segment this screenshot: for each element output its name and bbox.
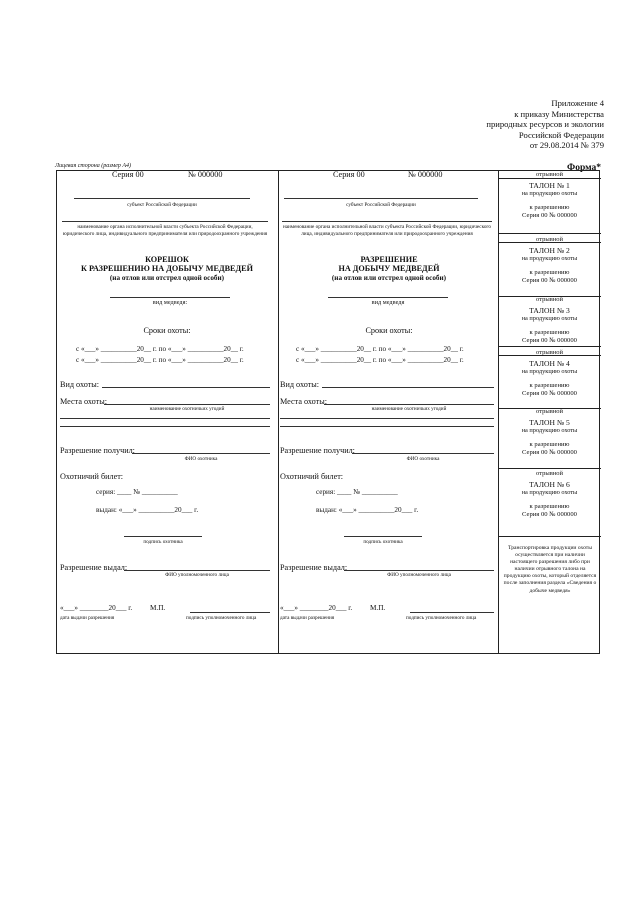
permit-series: Серия 00 <box>333 170 365 179</box>
permit-received-field[interactable] <box>132 453 270 454</box>
talon-title: ТАЛОН № 5 <box>529 418 570 427</box>
transport-note: Транспортировка продукции охоты осуществляется при наличии настоящего разрешения либо при наличии отрывного талона на продукцию охоты, который отделяется после заполнения раздела «Сведения о добыче медведя» <box>503 545 597 594</box>
official-signature-line[interactable] <box>190 612 270 613</box>
header-line: Приложение 4 <box>551 98 604 108</box>
stub-number: № 000000 <box>188 170 223 179</box>
hunt-places-field[interactable] <box>280 426 494 427</box>
hunt-places-field[interactable] <box>60 426 270 427</box>
permit-ticket-issued[interactable]: выдан: «___» __________20___ г. <box>316 506 419 514</box>
hunt-places-field[interactable] <box>324 404 494 405</box>
stub-ticket-series[interactable]: серия: ____ № __________ <box>96 488 178 496</box>
face-side-label: Лицевая сторона (размер А4) <box>55 163 132 169</box>
talon-divider <box>498 233 601 234</box>
talon-3[interactable] <box>499 296 600 345</box>
header-line: к приказу Министерства <box>514 108 604 119</box>
talon-serial: Серия 00 № 000000 <box>522 337 577 344</box>
stub-title: КОРЕШОК <box>145 255 189 264</box>
permit-title: НА ДОБЫЧУ МЕДВЕДЕЙ <box>338 264 440 273</box>
permit-hunter-signature-caption: подпись охотника <box>363 539 403 545</box>
talon-cut-label: отрывной <box>536 236 563 243</box>
stub-authority-caption: наименование органа исполнительной власти субъекта Российской Федерации, юридического лица, индивидуального предпринимателя или природоохранного учреждения <box>62 224 268 237</box>
talon-cut-label: отрывной <box>536 470 563 477</box>
permit-species-caption: вид медведя <box>371 299 405 306</box>
stub-permit-received-label: Разрешение получил: <box>60 446 135 455</box>
official-signature-line[interactable] <box>410 612 494 613</box>
hunter-signature-line[interactable] <box>344 536 422 537</box>
permit-date-row[interactable]: с «___» __________20__ г. по «___» __________20__ г. <box>296 345 464 353</box>
stub-hunter-signature-caption: подпись охотника <box>143 539 183 545</box>
talon-cut-label: отрывной <box>536 408 563 415</box>
subject-line <box>74 198 250 199</box>
stub-hunt-type-label: Вид охоты: <box>60 380 100 389</box>
talon-serial: Серия 00 № 000000 <box>522 277 577 284</box>
talon-divider <box>498 536 601 537</box>
talon-title: ТАЛОН № 4 <box>529 359 570 368</box>
permit-official-fio-caption: ФИО уполномоченного лица <box>387 572 451 578</box>
talon-4[interactable] <box>499 349 600 398</box>
stub-mp: М.П. <box>150 604 166 612</box>
stub-periods-label: Сроки охоты: <box>143 326 191 335</box>
stub-permit-issued-label: Разрешение выдал: <box>60 563 128 572</box>
permit-received-label: Разрешение получил: <box>280 446 355 455</box>
subject-line <box>284 198 478 199</box>
permit-issued-label: Разрешение выдал: <box>280 563 348 572</box>
column-divider <box>278 171 279 653</box>
stub-issue-date-caption: дата выдачи разрешения <box>60 615 115 621</box>
talon-2[interactable] <box>499 236 600 285</box>
permit-number: № 000000 <box>408 170 443 179</box>
permit-hunting-ticket-label: Охотничий билет: <box>280 472 344 481</box>
talon-serial: Серия 00 № 000000 <box>522 449 577 456</box>
stub-date-row[interactable]: с «___» __________20__ г. по «___» __________20__ г. <box>76 356 244 364</box>
talon-product: на продукцию охоты <box>521 427 578 434</box>
species-line <box>328 297 448 298</box>
header-line: от 29.08.2014 № 379 <box>529 140 604 151</box>
talon-permit-to: к разрешению <box>529 329 570 336</box>
talon-title: ТАЛОН № 3 <box>529 306 570 315</box>
stub-official-fio-caption: ФИО уполномоченного лица <box>165 572 229 578</box>
hunt-type-field[interactable] <box>102 387 270 388</box>
hunter-signature-line[interactable] <box>124 536 202 537</box>
permit-periods-label: Сроки охоты: <box>365 326 413 335</box>
stub-hunt-places-label: Места охоты: <box>60 397 108 406</box>
stub-hunter-fio-caption: ФИО охотника <box>184 456 218 462</box>
talon-permit-to: к разрешению <box>529 503 570 510</box>
talon-product: на продукцию охоты <box>521 255 578 262</box>
hunt-places-field[interactable] <box>60 418 270 419</box>
stub-ticket-issued[interactable]: выдан: «___» __________20___ г. <box>96 506 199 514</box>
appendix-header <box>486 98 604 151</box>
permit-issued-field[interactable] <box>344 570 494 571</box>
stub-date-row[interactable]: с «___» __________20__ г. по «___» __________20__ г. <box>76 345 244 353</box>
stub-title: К РАЗРЕШЕНИЮ НА ДОБЫЧУ МЕДВЕДЕЙ <box>81 264 253 273</box>
stub-issue-date[interactable]: «___» ________20___ г. <box>60 604 133 612</box>
stub-subtitle: (на отлов или отстрел одной особи) <box>109 274 225 282</box>
authority-line <box>282 221 492 222</box>
stub-official-signature-caption: подпись уполномоченного лица <box>186 615 257 621</box>
talon-permit-to: к разрешению <box>529 204 570 211</box>
stub-subject-caption: субъект Российской Федерации <box>127 202 197 208</box>
permit-date-row[interactable]: с «___» __________20__ г. по «___» __________20__ г. <box>296 356 464 364</box>
talon-divider <box>498 468 601 469</box>
talon-cut-label: отрывной <box>536 349 563 356</box>
header-line: Российской Федерации <box>518 129 604 140</box>
permit-subtitle: (на отлов или отстрел одной особи) <box>331 274 447 282</box>
talon-serial: Серия 00 № 000000 <box>522 390 577 397</box>
permit-issue-date-caption: дата выдачи разрешения <box>280 615 335 621</box>
permit-official-signature-caption: подпись уполномоченного лица <box>406 615 477 621</box>
stub-species-caption: вид медведя: <box>152 299 188 306</box>
permit-issued-field[interactable] <box>124 570 270 571</box>
stub-grounds-caption: наименование охотничьих угодий <box>149 406 225 412</box>
permit-hunt-places-label: Места охоты: <box>280 397 328 406</box>
permit-subject-caption: субъект Российской Федерации <box>346 202 416 208</box>
talon-6[interactable] <box>499 470 600 519</box>
talon-title: ТАЛОН № 1 <box>529 181 570 190</box>
talon-permit-to: к разрешению <box>529 382 570 389</box>
talon-title: ТАЛОН № 2 <box>529 246 570 255</box>
permit-hunt-type-label: Вид охоты: <box>280 380 320 389</box>
talon-permit-to: к разрешению <box>529 269 570 276</box>
talon-title: ТАЛОН № 6 <box>529 480 570 489</box>
form-label: Форма* <box>567 163 601 173</box>
hunt-places-field[interactable] <box>104 404 270 405</box>
species-line <box>110 297 230 298</box>
stub-hunting-ticket-label: Охотничий билет: <box>60 472 124 481</box>
hunt-places-field[interactable] <box>280 418 494 419</box>
talon-product: на продукцию охоты <box>521 368 578 375</box>
talon-cut-label: отрывной <box>536 171 563 178</box>
stub-series: Серия 00 <box>112 170 144 179</box>
permit-issue-date[interactable]: «___» ________20___ г. <box>280 604 353 612</box>
permit-grounds-caption: наименование охотничьих угодий <box>371 406 447 412</box>
hunt-type-field[interactable] <box>322 387 494 388</box>
authority-line <box>62 221 268 222</box>
talon-product: на продукцию охоты <box>521 489 578 496</box>
talon-product: на продукцию охоты <box>521 190 578 197</box>
talon-cut-label: отрывной <box>536 296 563 303</box>
header-line: природных ресурсов и экологии <box>486 119 604 130</box>
talon-permit-to: к разрешению <box>529 441 570 448</box>
talon-serial: Серия 00 № 000000 <box>522 212 577 219</box>
permit-title: РАЗРЕШЕНИЕ <box>360 255 418 264</box>
talon-serial: Серия 00 № 000000 <box>522 511 577 518</box>
permit-ticket-series[interactable]: серия: ____ № __________ <box>316 488 398 496</box>
talon-1[interactable] <box>499 171 600 220</box>
permit-hunter-fio-caption: ФИО охотника <box>406 456 440 462</box>
talon-product: на продукцию охоты <box>521 315 578 322</box>
permit-received-field[interactable] <box>352 453 494 454</box>
talon-5[interactable] <box>499 408 600 457</box>
talon-divider <box>498 346 601 347</box>
permit-authority-caption: наименование органа исполнительной власти субъекта Российской Федерации, юридического лица, индивидуального предпринимателя или природоохранного учреждения <box>282 224 492 237</box>
permit-mp: М.П. <box>370 604 386 612</box>
